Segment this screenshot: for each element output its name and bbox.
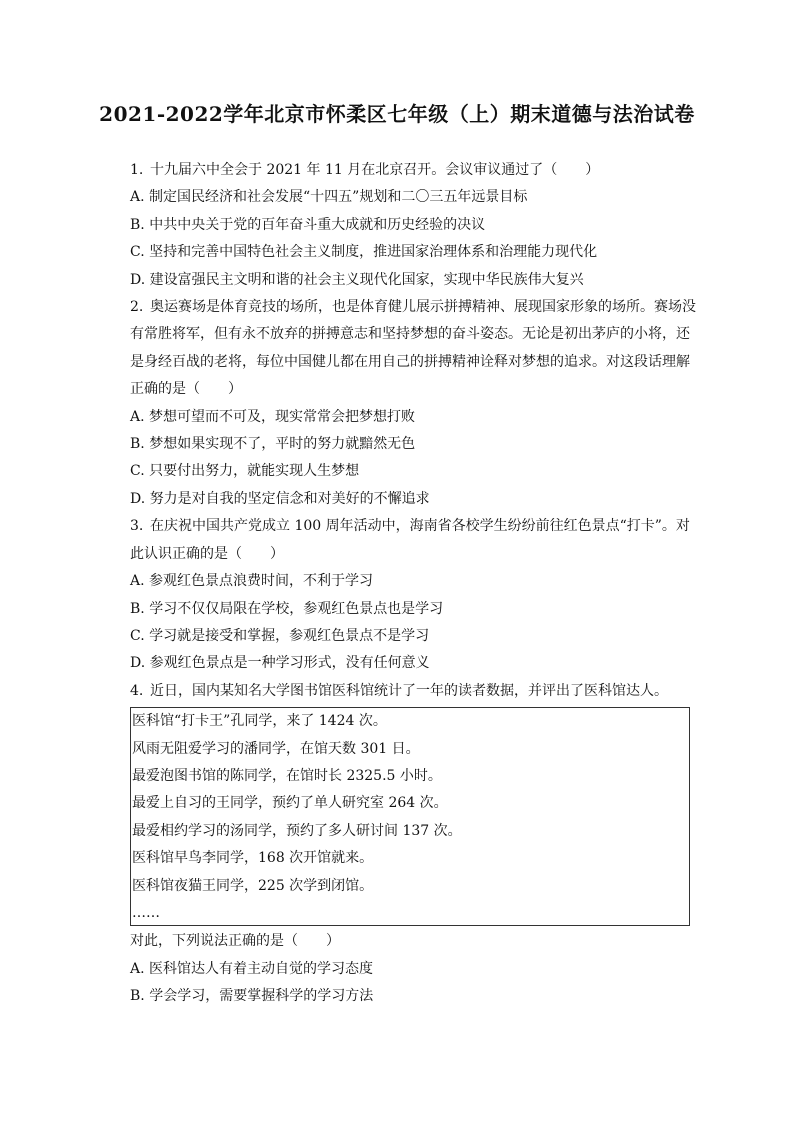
question-number: 2. [130, 299, 144, 316]
option-c: C. 只要付出努力，就能实现人生梦想 [130, 463, 360, 480]
option-d: D. 建设富强民主文明和谐的社会主义现代化国家，实现中华民族伟大复兴 [130, 271, 584, 288]
question-text: 正确的是（ ） [130, 381, 242, 398]
option-a: A. 梦想可望而不可及，现实常常会把梦想打败 [130, 408, 416, 425]
material-line: …… [132, 904, 160, 921]
question-1 [130, 157, 692, 294]
question-4 [130, 678, 692, 1011]
question-3 [130, 513, 692, 677]
material-line: 医科馆“打卡王”孔同学，来了 1424 次。 [132, 713, 387, 730]
option-a: A. 制定国民经济和社会发展“十四五”规划和二〇三五年远景目标 [130, 189, 528, 206]
option-d: D. 努力是对自我的坚定信念和对美好的不懈追求 [130, 490, 430, 507]
option-a: A. 参观红色景点浪费时间，不利于学习 [130, 573, 374, 590]
question-prompt: 对此，下列说法正确的是（ ） [130, 933, 340, 950]
material-line: 医科馆夜猫王同学，225 次学到闭馆。 [132, 877, 374, 894]
option-d: D. 参观红色景点是一种学习形式，没有任何意义 [130, 655, 430, 672]
question-2 [130, 294, 696, 513]
question-text: 十九届六中全会于 2021 年 11 月在北京召开。会议审议通过了（ ） [150, 162, 600, 178]
option-b: B. 中共中央关于党的百年奋斗重大成就和历史经验的决议 [130, 216, 486, 233]
question-text: 是身经百战的老将，每位中国健儿都在用自己的拼搏精神诠释对梦想的追求。对这段话理解 [130, 353, 690, 370]
question-text: 奥运赛场是体育竞技的场所，也是体育健儿展示拼搏精神、展现国家形象的场所。赛场没 [150, 299, 696, 316]
material-line: 风雨无阻爱学习的潘同学，在馆天数 301 日。 [132, 740, 420, 757]
option-c: C. 学习就是接受和掌握，参观红色景点不是学习 [130, 627, 430, 644]
material-line: 医科馆早鸟李同学，168 次开馆就来。 [132, 850, 374, 867]
question-list [130, 157, 696, 1010]
question-number: 4. [130, 682, 144, 699]
material-box [130, 707, 690, 926]
page-title: 2021-2022学年北京市怀柔区七年级（上）期末道德与法治试卷 [99, 102, 695, 126]
question-number: 3. [130, 518, 144, 535]
question-number: 1. [130, 162, 144, 178]
material-line: 最爱上自习的王同学，预约了单人研究室 264 次。 [132, 795, 448, 812]
question-text: 在庆祝中国共产党成立 100 周年活动中，海南省各校学生纷纷前往红色景点“打卡”。对 [150, 518, 690, 535]
material-line: 最爱相约学习的汤同学，预约了多人研讨间 137 次。 [132, 822, 462, 839]
material-line: 最爱泡图书馆的陈同学，在馆时长 2325.5 小时。 [132, 767, 442, 784]
question-text: 此认识正确的是（ ） [130, 545, 284, 562]
option-b: B. 学会学习，需要掌握科学的学习方法 [130, 987, 374, 1004]
option-b: B. 梦想如果实现不了，平时的努力就黯然无色 [130, 436, 416, 453]
option-a: A. 医科馆达人有着主动自觉的学习态度 [130, 960, 374, 977]
option-b: B. 学习不仅仅局限在学校，参观红色景点也是学习 [130, 600, 444, 617]
option-c: C. 坚持和完善中国特色社会主义制度，推进国家治理体系和治理能力现代化 [130, 244, 598, 261]
question-text: 近日，国内某知名大学图书馆医科馆统计了一年的读者数据，并评出了医科馆达人。 [150, 682, 668, 699]
question-text: 有常胜将军，但有永不放弃的拼搏意志和坚持梦想的奋斗姿态。无论是初出茅庐的小将，还 [130, 326, 690, 343]
